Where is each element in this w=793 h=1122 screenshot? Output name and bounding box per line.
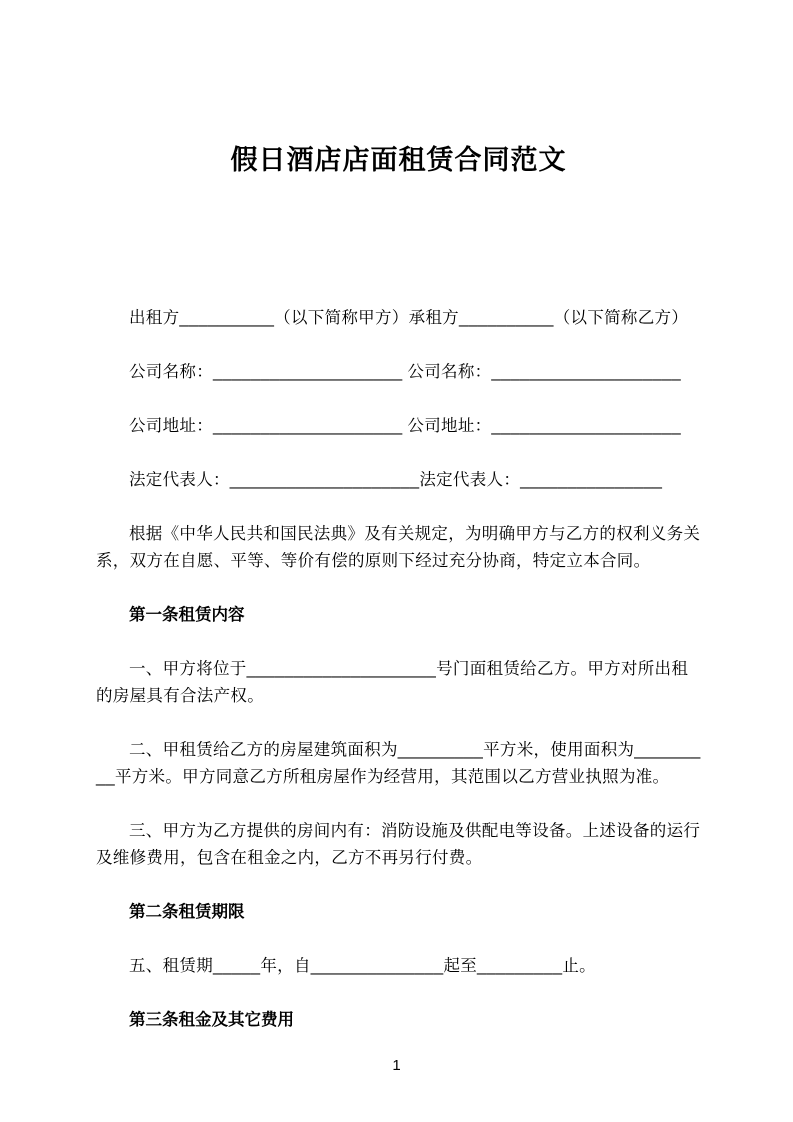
paragraph-parties: 出租方__________（以下简称甲方）承租方__________（以下简称乙方） xyxy=(129,309,689,327)
paragraph-legal-representative: 法定代表人：____________________法定代表人：_______________ xyxy=(129,471,663,489)
paragraph-clause-2: 二、甲租赁给乙方的房屋建筑面积为_________平方米，使用面积为_________平方米。甲方同意乙方所租房屋作为经营用，其范围以乙方营业执照为准。 xyxy=(96,741,701,786)
section-heading-rent-and-fees: 第三条租金及其它费用 xyxy=(129,1011,294,1029)
paragraph-company-address: 公司地址：____________________ 公司地址：____________________ xyxy=(129,417,681,435)
section-heading-lease-term: 第二条租赁期限 xyxy=(129,903,245,921)
document-title: 假日酒店店面租赁合同范文 xyxy=(230,145,567,175)
paragraph-clause-1: 一、甲方将位于____________________号门面租赁给乙方。甲方对所出租的房屋具有合法产权。 xyxy=(96,660,689,705)
paragraph-preamble: 根据《中华人民共和国民法典》及有关规定，为明确甲方与乙方的权利义务关系，双方在自愿、平等、等价有偿的原则下经过充分协商，特定立本合同。 xyxy=(96,525,701,570)
paragraph-company-name: 公司名称：____________________ 公司名称：____________________ xyxy=(129,363,681,381)
page-number: 1 xyxy=(392,1057,401,1074)
section-heading-rental-content: 第一条租赁内容 xyxy=(129,606,245,624)
paragraph-clause-5: 五、租赁期_____年，自______________起至_________止。 xyxy=(129,957,596,975)
document-content xyxy=(96,0,701,1061)
paragraph-clause-3: 三、甲方为乙方提供的房间内有：消防设施及供配电等设备。上述设备的运行及维修费用，包含在租金之内，乙方不再另行付费。 xyxy=(96,822,701,867)
